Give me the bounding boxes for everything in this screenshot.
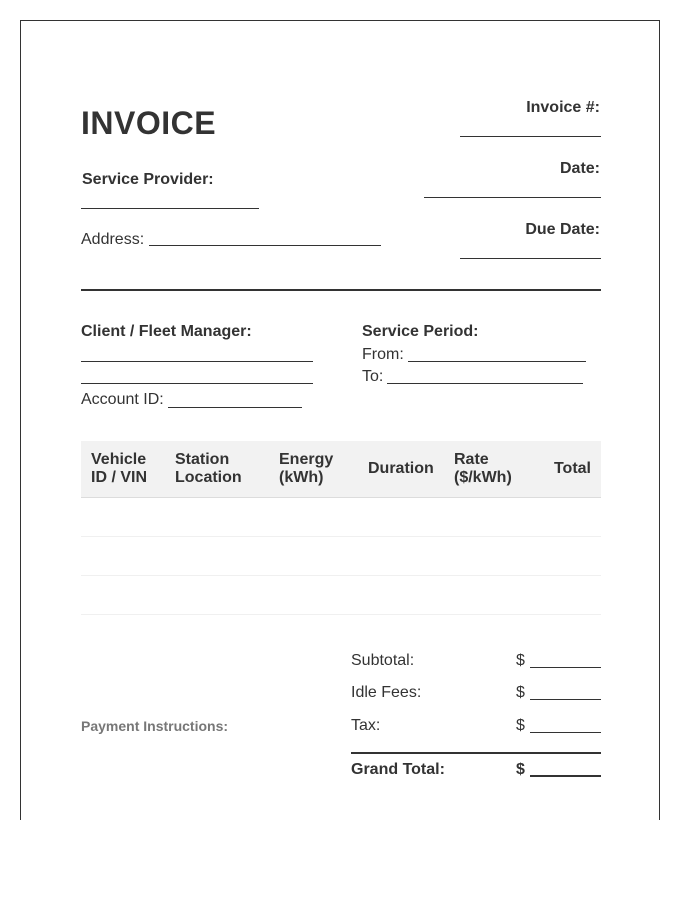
due-date-field[interactable] xyxy=(460,258,601,259)
due-date-label: Due Date: xyxy=(525,221,600,238)
tax-currency: $ xyxy=(516,717,525,734)
table-row[interactable] xyxy=(81,498,601,537)
column-header-vehicle-line1: Vehicle xyxy=(91,451,147,468)
column-header-energy-line1: Energy xyxy=(279,451,334,468)
column-header-rate xyxy=(454,451,545,487)
address-field[interactable] xyxy=(149,245,381,246)
client-extra-field[interactable] xyxy=(81,383,313,384)
date-label: Date: xyxy=(559,160,600,177)
column-header-vehicle xyxy=(81,451,175,487)
invoice-page xyxy=(20,20,660,820)
column-header-rate-line2: ($/kWh) xyxy=(454,469,512,486)
column-header-vehicle-line2: ID / VIN xyxy=(91,469,148,486)
period-from-field[interactable] xyxy=(408,361,586,362)
header-divider xyxy=(81,289,601,291)
column-header-duration xyxy=(368,460,454,478)
date-field[interactable] xyxy=(424,197,601,198)
payment-instructions-label: Payment Instructions: xyxy=(81,718,229,734)
grand-total-field[interactable] xyxy=(530,775,601,777)
subtotal-label: Subtotal: xyxy=(351,652,415,669)
idle-fees-currency: $ xyxy=(516,684,525,701)
account-id-field[interactable] xyxy=(168,407,302,408)
column-header-total xyxy=(545,460,601,478)
line-items-table xyxy=(81,441,601,615)
idle-fees-label: Idle Fees: xyxy=(351,684,422,701)
grand-total-currency: $ xyxy=(516,761,525,778)
client-label: Client / Fleet Manager: xyxy=(81,323,252,340)
invoice-number-label: Invoice #: xyxy=(526,99,600,116)
client-name-field[interactable] xyxy=(81,361,313,362)
table-row[interactable] xyxy=(81,576,601,615)
column-header-station xyxy=(175,451,279,487)
idle-fees-field[interactable] xyxy=(530,699,601,700)
subtotal-currency: $ xyxy=(516,652,525,669)
table-header xyxy=(81,441,601,498)
subtotal-field[interactable] xyxy=(530,667,601,668)
service-period-label: Service Period: xyxy=(362,323,479,340)
invoice-title: INVOICE xyxy=(81,105,217,141)
column-header-energy xyxy=(279,451,368,487)
tax-label: Tax: xyxy=(351,717,381,734)
grand-total-label: Grand Total: xyxy=(351,761,445,778)
account-id-label: Account ID: xyxy=(81,391,164,408)
invoice-number-field[interactable] xyxy=(460,136,601,137)
table-row[interactable] xyxy=(81,537,601,576)
column-header-total-line1: Total xyxy=(553,460,591,477)
column-header-station-line1: Station xyxy=(175,451,230,468)
column-header-rate-line1: Rate xyxy=(454,451,489,468)
period-to-label: To: xyxy=(362,368,384,385)
service-provider-label: Service Provider: xyxy=(82,171,214,188)
column-header-duration-line1: Duration xyxy=(368,460,434,477)
tax-field[interactable] xyxy=(530,732,601,733)
service-provider-field[interactable] xyxy=(81,208,259,209)
period-to-field[interactable] xyxy=(387,383,583,384)
column-header-station-line2: Location xyxy=(175,469,242,486)
column-header-energy-line2: (kWh) xyxy=(279,469,324,486)
period-from-label: From: xyxy=(362,346,404,363)
totals-divider xyxy=(351,752,601,754)
address-label: Address: xyxy=(81,231,145,248)
